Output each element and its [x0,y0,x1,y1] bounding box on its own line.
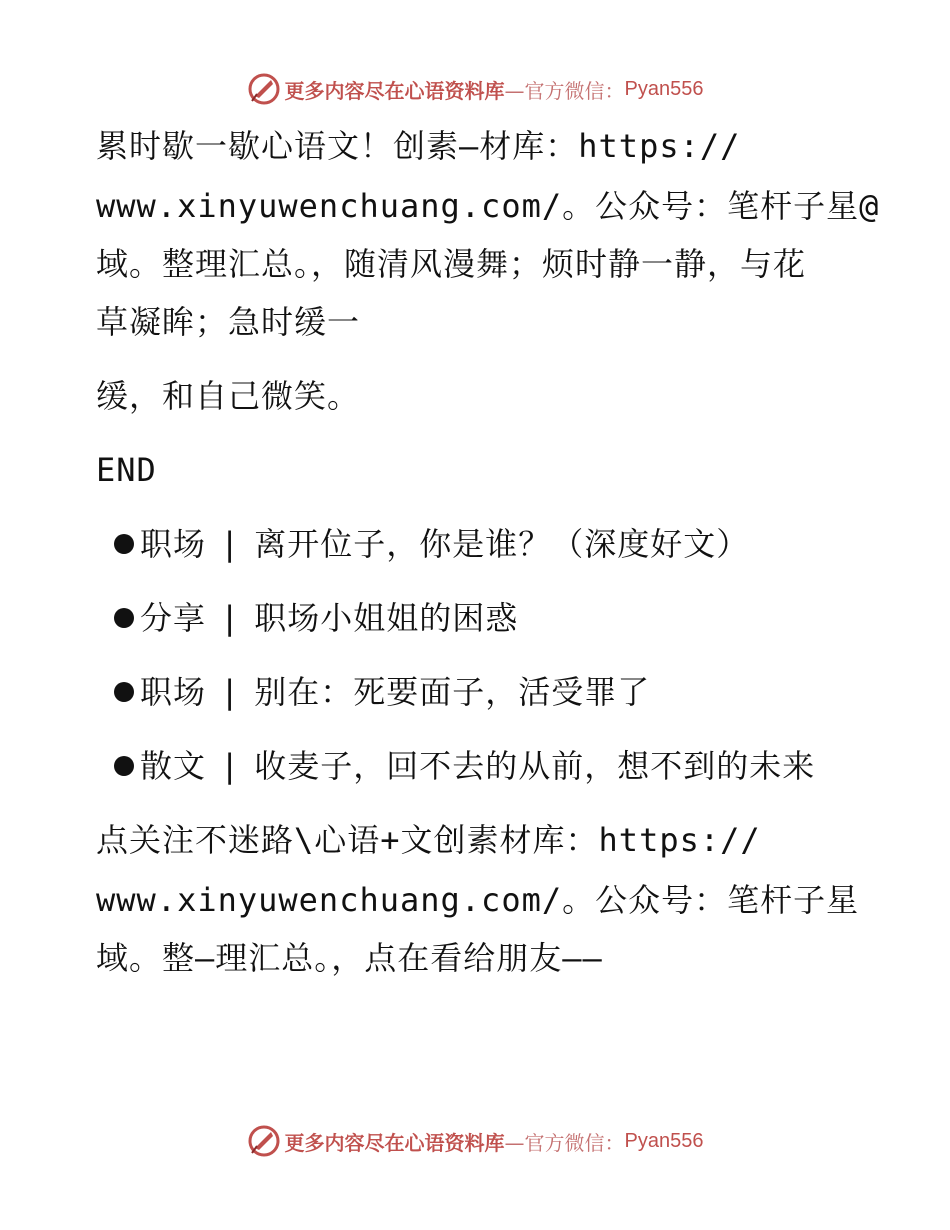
article-separator: | [220,673,241,711]
quill-logo-icon [247,1124,281,1158]
banner-wechat-id: Pyan556 [624,1129,704,1152]
article-separator: | [220,599,241,637]
body-line-3: 域。整理汇总。，随清风漫舞；烦时静一静，与花 [96,245,807,283]
body-line-1: 累时歇一歇心语文！创素—材库：https:// [96,127,741,165]
banner-sub-text: —官方微信： [504,1130,625,1155]
banner-main-text: 更多内容尽在心语资料库 [284,1130,505,1155]
end-marker: END [96,451,157,489]
article-category: 职场 [140,673,207,711]
article-link-2[interactable] [114,598,518,638]
footer-line-2: www.xinyuwenchuang.com/。公众号：笔杆子星 [96,881,860,919]
article-separator: | [220,525,241,563]
bullet-icon [114,608,134,628]
footer-line-1: 点关注不迷路\心语+文创素材库：https:// [96,821,761,859]
quill-logo-icon [247,72,281,106]
article-title: 别在：死要面子，活受罪了 [254,673,651,711]
body-line-2: www.xinyuwenchuang.com/。公众号：笔杆子星@ [96,187,880,225]
banner-main-text: 更多内容尽在心语资料库 [284,78,505,103]
body-line-5: 缓，和自己微笑。 [96,377,361,415]
footer-line-3: 域。整—理汇总。，点在看给朋友—— [96,939,603,977]
article-link-3[interactable] [114,672,650,712]
article-title: 离开位子，你是谁？（深度好文） [254,525,750,563]
header-banner [0,72,950,106]
banner-sub-text: —官方微信： [504,78,625,103]
article-category: 散文 [140,747,207,785]
bullet-icon [114,534,134,554]
article-separator: | [220,747,241,785]
article-link-1[interactable] [114,524,749,564]
bullet-icon [114,682,134,702]
article-link-4[interactable] [114,746,815,786]
bullet-icon [114,756,134,776]
banner-wechat-id: Pyan556 [624,77,704,100]
article-category: 职场 [140,525,207,563]
body-line-4: 草凝眸；急时缓一 [96,303,361,341]
article-title: 职场小姐姐的困惑 [254,599,519,637]
article-title: 收麦子，回不去的从前，想不到的未来 [254,747,816,785]
footer-banner [0,1124,950,1158]
article-category: 分享 [140,599,207,637]
